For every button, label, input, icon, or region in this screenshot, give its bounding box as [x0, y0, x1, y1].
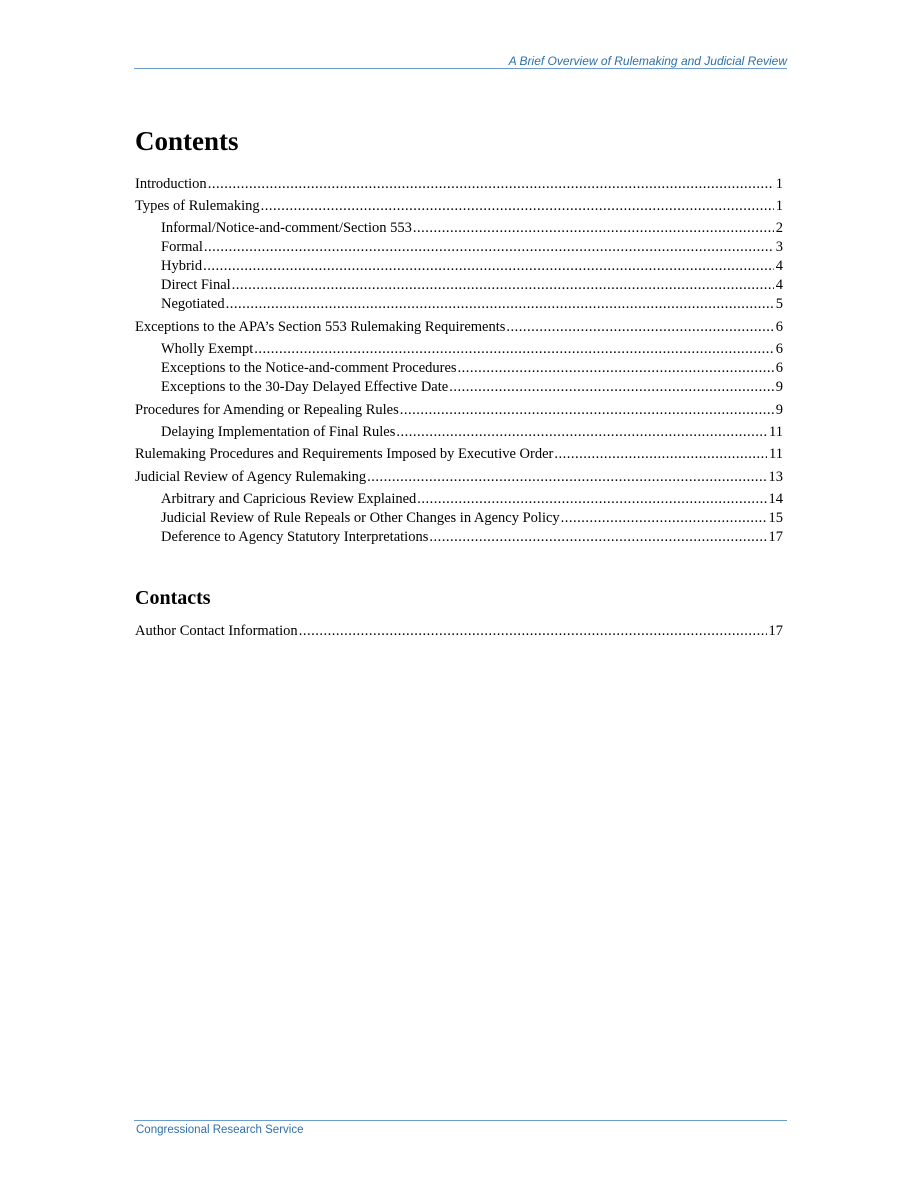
toc-dot-leader — [554, 445, 767, 463]
toc-entry[interactable] — [161, 219, 783, 237]
toc-entry-title: Exceptions to the Notice-and-comment Procedures — [161, 360, 457, 376]
toc-entry-page: 17 — [768, 623, 783, 639]
toc-entry-title: Wholly Exempt — [161, 341, 254, 357]
toc-entry-title: Hybrid — [161, 258, 203, 274]
toc-entry[interactable] — [161, 238, 783, 256]
toc-entry[interactable] — [161, 276, 783, 294]
toc-dot-leader — [254, 340, 774, 358]
toc-entry[interactable] — [135, 175, 783, 193]
toc-entry-title: Introduction — [135, 176, 207, 192]
toc-entry-page: 9 — [775, 402, 783, 418]
toc-entry[interactable] — [161, 257, 783, 275]
toc-entry[interactable] — [135, 468, 783, 486]
toc-dot-leader — [449, 378, 774, 396]
contacts-heading: Contacts — [135, 587, 211, 609]
toc-dot-leader — [413, 219, 774, 237]
toc-entry-page: 4 — [775, 277, 783, 293]
toc-entry[interactable] — [135, 318, 783, 336]
toc-entry-title: Author Contact Information — [135, 623, 298, 639]
toc-entry-page: 4 — [775, 258, 783, 274]
toc-dot-leader — [561, 509, 767, 527]
toc-entry-title: Procedures for Amending or Repealing Rules — [135, 402, 399, 418]
toc-entry[interactable] — [161, 490, 783, 508]
toc-dot-leader — [367, 468, 766, 486]
toc-entry-page: 1 — [775, 176, 783, 192]
toc-entry-page: 6 — [775, 319, 783, 335]
toc-entry-page: 6 — [775, 341, 783, 357]
toc-entry-page: 6 — [775, 360, 783, 376]
toc-entry-page: 17 — [768, 529, 783, 545]
toc-entry-page: 9 — [775, 379, 783, 395]
toc-entry-title: Rulemaking Procedures and Requirements Imposed by Executive Order — [135, 446, 554, 462]
toc-entry[interactable] — [161, 295, 783, 313]
toc-entry-page: 2 — [775, 220, 783, 236]
toc-entry-page: 14 — [768, 491, 783, 507]
toc-entry-page: 5 — [775, 296, 783, 312]
toc-entry-page: 11 — [769, 424, 783, 440]
toc-entry-title: Exceptions to the 30-Day Delayed Effective Date — [161, 379, 449, 395]
toc-entry-title: Direct Final — [161, 277, 231, 293]
toc-entry-page: 15 — [768, 510, 783, 526]
toc-dot-leader — [429, 528, 766, 546]
toc-entry-title: Exceptions to the APA’s Section 553 Rulemaking Requirements — [135, 319, 506, 335]
toc-dot-leader — [204, 238, 774, 256]
toc-dot-leader — [232, 276, 774, 294]
toc-entry[interactable] — [161, 423, 783, 441]
toc-dot-leader — [299, 622, 767, 640]
running-header-title: A Brief Overview of Rulemaking and Judicial Review — [508, 54, 787, 68]
toc-entry[interactable] — [161, 340, 783, 358]
toc-entry-title: Negotiated — [161, 296, 225, 312]
toc-entry[interactable] — [135, 622, 783, 640]
toc-entry[interactable] — [135, 401, 783, 419]
contents-heading: Contents — [135, 126, 239, 156]
toc-entry-title: Delaying Implementation of Final Rules — [161, 424, 396, 440]
toc-dot-leader — [506, 318, 773, 336]
running-footer-organization: Congressional Research Service — [136, 1124, 304, 1136]
toc-entry[interactable] — [161, 359, 783, 377]
toc-entry-title: Judicial Review of Rule Repeals or Other Changes in Agency Policy — [161, 510, 560, 526]
toc-entry-title: Arbitrary and Capricious Review Explained — [161, 491, 417, 507]
toc-entry-page: 1 — [775, 198, 783, 214]
toc-entry-page: 3 — [775, 239, 783, 255]
toc-dot-leader — [226, 295, 774, 313]
toc-entry[interactable] — [135, 197, 783, 215]
toc-dot-leader — [417, 490, 766, 508]
toc-entry-title: Types of Rulemaking — [135, 198, 260, 214]
toc-entry[interactable] — [135, 445, 783, 463]
toc-entry-page: 13 — [768, 469, 783, 485]
toc-dot-leader — [396, 423, 767, 441]
footer-divider — [134, 1120, 787, 1121]
toc-entry[interactable] — [161, 509, 783, 527]
toc-entry-title: Formal — [161, 239, 203, 255]
toc-entry[interactable] — [161, 528, 783, 546]
toc-dot-leader — [458, 359, 774, 377]
toc-entry-title: Deference to Agency Statutory Interpretations — [161, 529, 429, 545]
toc-dot-leader — [208, 175, 774, 193]
toc-dot-leader — [203, 257, 774, 275]
header-divider — [134, 68, 787, 69]
toc-entry-title: Informal/Notice-and-comment/Section 553 — [161, 220, 412, 236]
toc-entry-page: 11 — [769, 446, 783, 462]
toc-dot-leader — [261, 197, 774, 215]
toc-dot-leader — [400, 401, 774, 419]
toc-entry[interactable] — [161, 378, 783, 396]
toc-entry-title: Judicial Review of Agency Rulemaking — [135, 469, 367, 485]
